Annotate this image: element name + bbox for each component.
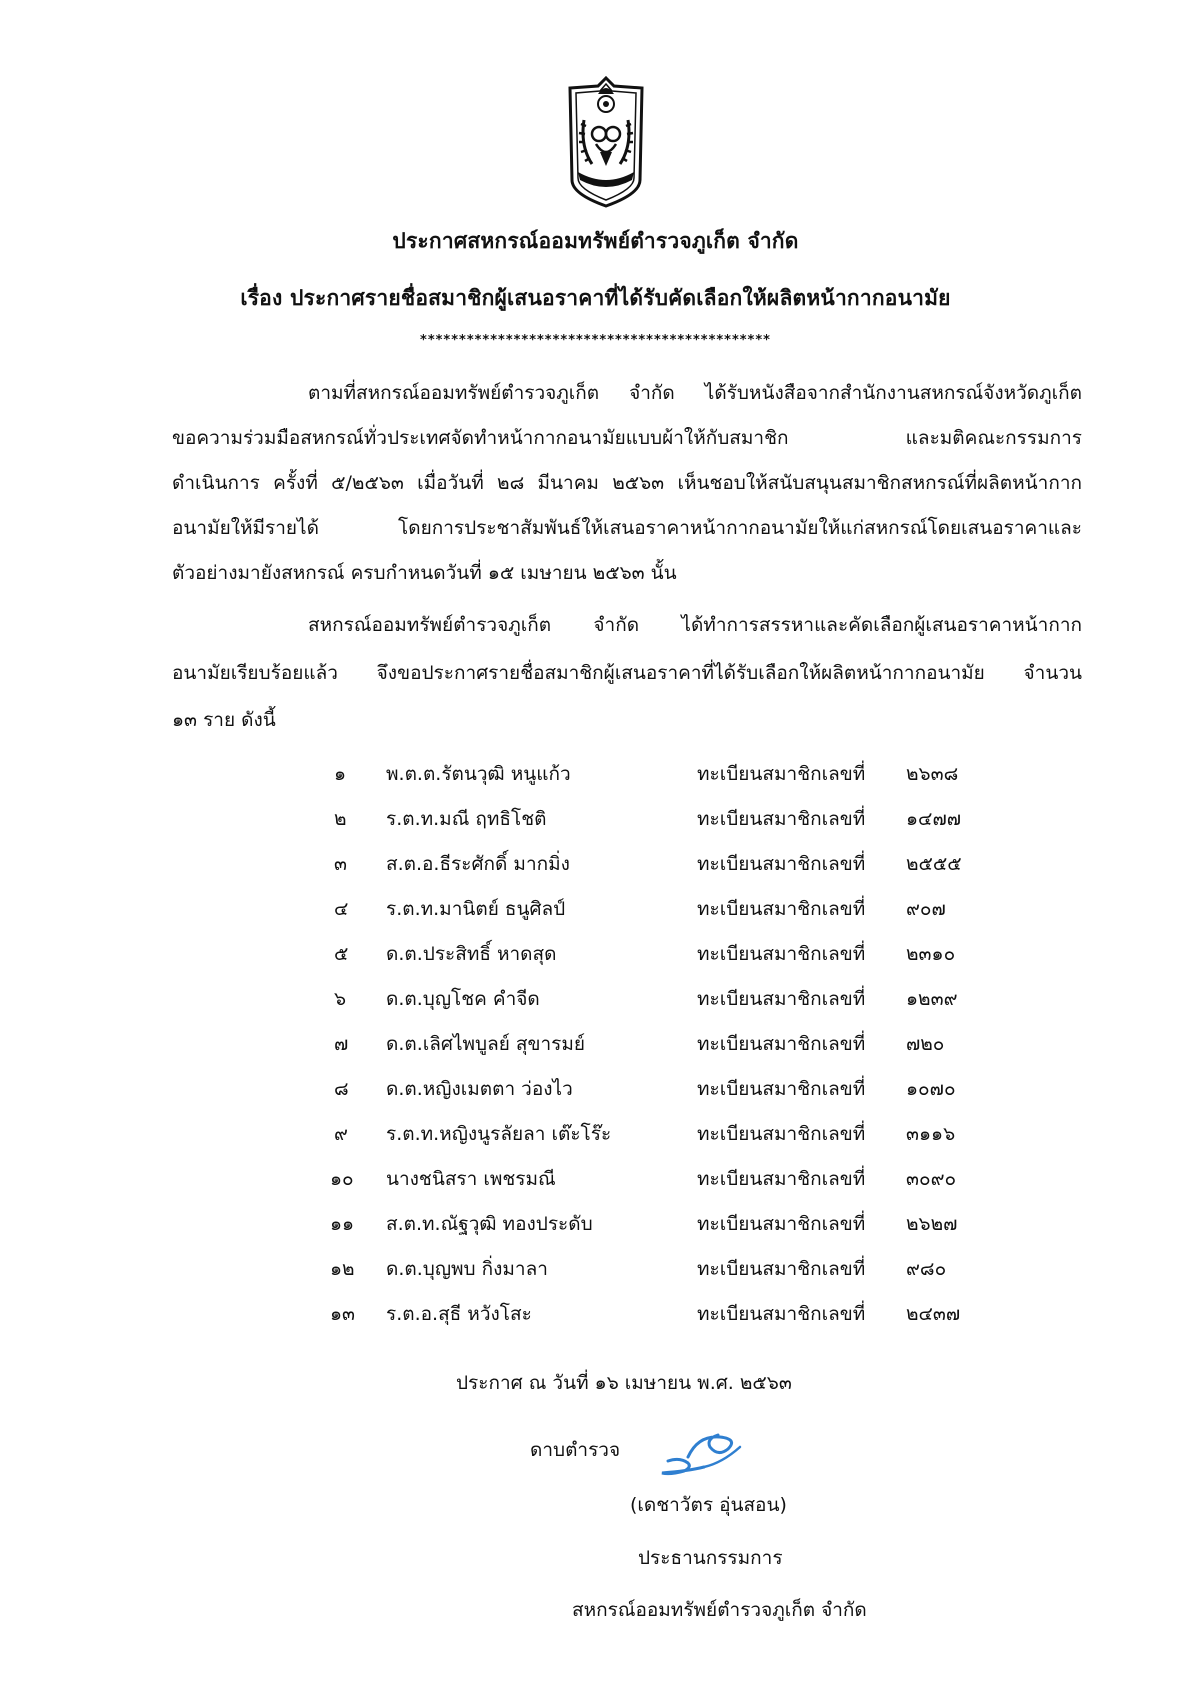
member-name: ร.ต.ท.มณี ฤทธิโชติ <box>386 808 547 830</box>
list-item <box>0 1030 1191 1058</box>
member-number: ๑๑ <box>330 1213 355 1235</box>
member-number: ๗ <box>334 1033 349 1055</box>
member-id-label: ทะเบียนสมาชิกเลขที่ <box>697 1033 866 1055</box>
list-item <box>0 1075 1191 1103</box>
organization-name: สหกรณ์ออมทรัพย์ตำรวจภูเก็ต จำกัด <box>572 1599 867 1621</box>
member-id: ๙๘๐ <box>906 1258 947 1280</box>
member-name: ร.ต.ท.มานิตย์ ธนูศิลป์ <box>386 898 566 920</box>
member-number: ๑ <box>334 763 347 785</box>
member-id-label: ทะเบียนสมาชิกเลขที่ <box>697 1258 866 1280</box>
member-name: ด.ต.บุญโชค คำจีด <box>386 988 540 1010</box>
member-id: ๓๐๙๐ <box>906 1168 957 1190</box>
paragraph2-line1: สหกรณ์ออมทรัพย์ตำรวจภูเก็ต จำกัด ได้ทำการสรรหาและคัดเลือกผู้เสนอราคาหน้ากาก <box>308 614 1082 636</box>
member-number: ๒ <box>334 808 347 830</box>
member-id-label: ทะเบียนสมาชิกเลขที่ <box>697 1303 866 1325</box>
paragraph1-line2: ขอความร่วมมือสหกรณ์ทั่วประเทศจัดทำหน้ากากอนามัยแบบผ้าให้กับสมาชิก และมติคณะกรรมการ <box>172 427 1082 449</box>
signer-title: ประธานกรรมการ <box>638 1547 783 1569</box>
list-item <box>0 850 1191 878</box>
list-item <box>0 895 1191 923</box>
member-name: พ.ต.ต.รัตนวุฒิ หนูแก้ว <box>386 763 571 785</box>
member-id-label: ทะเบียนสมาชิกเลขที่ <box>697 808 866 830</box>
member-name: ส.ต.ท.ณัฐวุฒิ ทองประดับ <box>386 1213 593 1235</box>
member-id: ๒๕๕๕ <box>906 853 962 875</box>
member-id-label: ทะเบียนสมาชิกเลขที่ <box>697 853 866 875</box>
member-id: ๒๔๓๗ <box>906 1303 961 1325</box>
member-id: ๑๔๗๗ <box>906 808 962 830</box>
member-number: ๑๐ <box>330 1168 354 1190</box>
member-id-label: ทะเบียนสมาชิกเลขที่ <box>697 763 866 785</box>
cooperative-emblem-logo <box>566 76 646 208</box>
paragraph1-line3: ดำเนินการ ครั้งที่ ๕/๒๕๖๓ เมื่อวันที่ ๒๘ มีนาคม ๒๕๖๓ เห็นชอบให้สนับสนุนสมาชิกสหกรณ์ที่ผลิตหน้ากาก <box>172 472 1082 494</box>
member-name: ส.ต.อ.ธีระศักดิ์ มากมิ่ง <box>386 853 570 875</box>
announcement-title: ประกาศสหกรณ์ออมทรัพย์ตำรวจภูเก็ต จำกัด <box>392 229 799 253</box>
member-id-label: ทะเบียนสมาชิกเลขที่ <box>697 1168 866 1190</box>
member-number: ๘ <box>334 1078 349 1100</box>
member-id: ๗๒๐ <box>906 1033 945 1055</box>
list-item <box>0 1255 1191 1283</box>
member-number: ๓ <box>334 853 347 875</box>
member-id-label: ทะเบียนสมาชิกเลขที่ <box>697 943 866 965</box>
list-item <box>0 1165 1191 1193</box>
member-number: ๙ <box>334 1123 348 1145</box>
member-id: ๑๒๓๙ <box>906 988 958 1010</box>
member-id: ๓๑๑๖ <box>906 1123 956 1145</box>
member-id: ๒๖๓๘ <box>906 763 959 785</box>
member-name: ด.ต.หญิงเมตตา ว่องไว <box>386 1078 573 1100</box>
member-name: ร.ต.ท.หญิงนูรลัยลา เต๊ะโร๊ะ <box>386 1123 612 1145</box>
signer-rank: ดาบตำรวจ <box>530 1439 621 1461</box>
member-number: ๔ <box>334 898 349 920</box>
member-id-label: ทะเบียนสมาชิกเลขที่ <box>697 988 866 1010</box>
member-id: ๙๐๗ <box>906 898 946 920</box>
member-number: ๖ <box>334 988 347 1010</box>
member-name: ด.ต.เลิศไพบูลย์ สุขารมย์ <box>386 1033 586 1055</box>
separator-line: ********************************************* <box>420 333 771 348</box>
member-name: ด.ต.ประสิทธิ์ หาดสุด <box>386 943 557 965</box>
announcement-subject: เรื่อง ประกาศรายชื่อสมาชิกผู้เสนอราคาที่ได้รับคัดเลือกให้ผลิตหน้ากากอนามัย <box>240 286 951 310</box>
paragraph1-line5: ตัวอย่างมายังสหกรณ์ ครบกำหนดวันที่ ๑๕ เมษายน ๒๕๖๓ นั้น <box>172 562 677 584</box>
signature-image <box>658 1427 746 1479</box>
list-item <box>0 805 1191 833</box>
member-name: นางชนิสรา เพชรมณี <box>386 1168 556 1190</box>
paragraph1-line4: อนามัยให้มีรายได้ โดยการประชาสัมพันธ์ให้เสนอราคาหน้ากากอนามัยให้แก่สหกรณ์โดยเสนอราคาและ <box>172 517 1082 539</box>
list-item <box>0 985 1191 1013</box>
announcement-date: ประกาศ ณ วันที่ ๑๖ เมษายน พ.ศ. ๒๕๖๓ <box>456 1372 792 1394</box>
member-id-label: ทะเบียนสมาชิกเลขที่ <box>697 898 866 920</box>
member-id: ๑๐๗๐ <box>906 1078 956 1100</box>
list-item <box>0 1210 1191 1238</box>
member-name: ด.ต.บุญพบ กิ่งมาลา <box>386 1258 548 1280</box>
list-item <box>0 760 1191 788</box>
paragraph2-line2: อนามัยเรียบร้อยแล้ว จึงขอประกาศรายชื่อสมาชิกผู้เสนอราคาที่ได้รับเลือกให้ผลิตหน้ากากอนามัย จำนวน <box>172 662 1082 684</box>
list-item <box>0 1120 1191 1148</box>
list-item <box>0 940 1191 968</box>
member-id: ๒๓๑๐ <box>906 943 956 965</box>
member-name: ร.ต.อ.สุธี หวังโสะ <box>386 1303 532 1325</box>
paragraph1-line1: ตามที่สหกรณ์ออมทรัพย์ตำรวจภูเก็ต จำกัด ได้รับหนังสือจากสำนักงานสหกรณ์จังหวัดภูเก็ต <box>308 382 1082 404</box>
member-number: ๑๓ <box>330 1303 356 1325</box>
member-id-label: ทะเบียนสมาชิกเลขที่ <box>697 1213 866 1235</box>
member-number: ๑๒ <box>330 1258 355 1280</box>
signer-name: (เดชาวัตร อุ่นสอน) <box>630 1494 787 1516</box>
member-id-label: ทะเบียนสมาชิกเลขที่ <box>697 1123 866 1145</box>
member-id: ๒๖๒๗ <box>906 1213 958 1235</box>
list-item <box>0 1300 1191 1328</box>
paragraph2-line3: ๑๓ ราย ดังนี้ <box>172 709 276 731</box>
member-id-label: ทะเบียนสมาชิกเลขที่ <box>697 1078 866 1100</box>
member-number: ๕ <box>334 943 349 965</box>
